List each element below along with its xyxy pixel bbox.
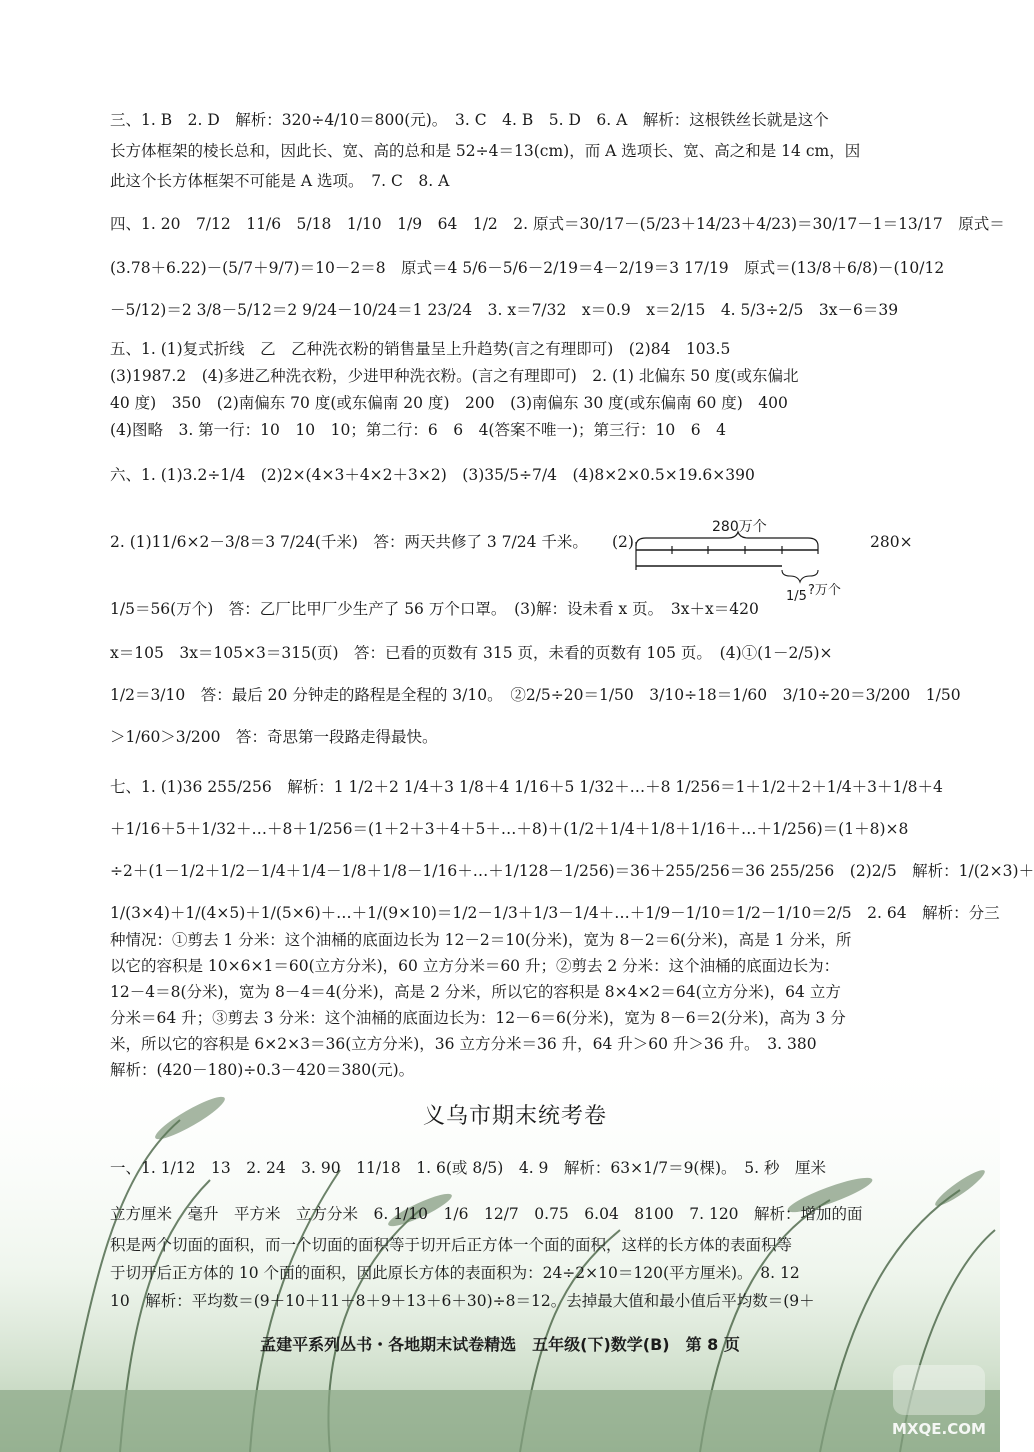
- diagram-top-label: 280万个: [712, 519, 767, 535]
- diagram-question-label: ?万个: [808, 583, 841, 598]
- text-line: 米，所以它的容积是 6×2×3＝36(立方分米)，36 立方分米＝36 升，64 升＞60 升＞36 升。 3. 380: [110, 1035, 817, 1053]
- text-line: 七、1. (1)36 255/256 解析：1 1/2＋2 1/4＋3 1/8＋4 1/16＋5 1/32＋…＋8 1/256＝1＋1/2＋2＋1/4＋3＋1/8＋4: [110, 778, 943, 796]
- text-line: 1/2＝3/10 答：最后 20 分钟走的路程是全程的 3/10。 ②2/5÷20＝1/50 3/10÷18＝1/60 3/10÷20＝3/200 1/50: [110, 686, 961, 704]
- text-line: 以它的容积是 10×6×1＝60(立方分米)，60 立方分米＝60 升；②剪去 2 分米：这个油桶的底面边长为：: [110, 957, 840, 975]
- text-line: (4)图略 3. 第一行：10 10 10；第二行：6 6 4(答案不唯一)；第三行：10 6 4: [110, 421, 726, 439]
- text-line: ＞1/60＞3/200 答：奇思第一段路走得最快。: [110, 728, 438, 746]
- text-line: ＋1/16＋5＋1/32＋…＋8＋1/256＝(1＋2＋3＋4＋5＋…＋8)＋(1/2＋1/4＋1/8＋1/16＋…＋1/256)＝(1＋8)×8: [110, 820, 909, 838]
- text-line: 解析：(420－180)÷0.3－420＝380(元)。: [110, 1061, 415, 1079]
- diagram-small-brace: [782, 570, 818, 582]
- watermark-logo: [888, 1362, 990, 1440]
- text-line: 2. (1)11/6×2－3/8＝3 7/24(千米) 答：两天共修了 3 7/24 千米。: [110, 533, 588, 551]
- text-line: (2): [612, 533, 634, 551]
- page-footer: 孟建平系列丛书・各地期末试卷精选 五年级(下)数学(B) 第 8 页: [260, 1335, 740, 1354]
- text-line: 于切开后正方体的 10 个面的面积，因此原长方体的表面积为：24÷2×10＝120(平方厘米)。 8. 12: [110, 1264, 800, 1282]
- text-line: 10 解析：平均数＝(9＋10＋11＋8＋9＋13＋6＋30)÷8＝12。去掉最大值和最小值后平均数＝(9＋: [110, 1292, 815, 1310]
- text-line: 六、1. (1)3.2÷1/4 (2)2×(4×3＋4×2＋3×2) (3)35/5÷7/4 (4)8×2×0.5×19.6×390: [110, 466, 755, 484]
- text-line: 立方厘米 毫升 平方米 立方分米 6. 1/10 1/6 12/7 0.75 6.04 8100 7. 120 解析：增加的面: [110, 1205, 863, 1223]
- text-line: 种情况：①剪去 1 分米：这个油桶的底面边长为 12－2＝10(分米)，宽为 8－2＝6(分米)，高是 1 分米，所: [110, 931, 852, 949]
- text-line: 此这个长方体框架不可能是 A 选项。 7. C 8. A: [110, 172, 450, 190]
- diagram-fraction-label: 1/5: [786, 589, 807, 604]
- text-line: 积是两个切面的面积，而一个切面的面积等于切开后正方体一个面的面积，这样的长方体的表面积等: [110, 1236, 793, 1254]
- text-line: 1/5＝56(万个) 答：乙厂比甲厂少生产了 56 万个口罩。 (3)解：设未看 x 页。 3x＋x＝420: [110, 600, 759, 618]
- text-line: 长方体框架的棱长总和，因此长、宽、高的总和是 52÷4＝13(cm)，而 A 选项长、宽、高之和是 14 cm，因: [110, 142, 861, 160]
- text-line: ÷2＋(1－1/2＋1/2－1/4＋1/4－1/8＋1/8－1/16＋…＋1/128－1/256)＝36＋255/256＝36 255/256 (2)2/5 解析：1/(2×3)＋: [110, 862, 1034, 880]
- text-line: 四、1. 20 7/12 11/6 5/18 1/10 1/9 64 1/2 2. 原式＝30/17－(5/23＋14/23＋4/23)＝30/17－1＝13/17 原式＝: [110, 215, 1005, 233]
- text-line: 五、1. (1)复式折线 乙 乙种洗衣粉的销售量呈上升趋势(言之有理即可) (2)84 103.5: [110, 340, 731, 358]
- text-line: 三、1. B 2. D 解析：320÷4/10＝800(元)。 3. C 4. B 5. D 6. A 解析：这根铁丝长就是这个: [110, 111, 829, 129]
- watermark-text: MXQE.COM: [892, 1420, 986, 1438]
- text-line: (3.78＋6.22)－(5/7＋9/7)＝10－2＝8 原式＝4 5/6－5/6－2/19＝4－2/19＝3 17/19 原式＝(13/8＋6/8)－(10/12: [110, 259, 945, 277]
- text-line: 一、1. 1/12 13 2. 24 3. 90 11/18 1. 6(或 8/5) 4. 9 解析：63×1/7＝9(棵)。 5. 秒 厘米: [110, 1159, 826, 1177]
- text-line: x＝105 3x＝105×3＝315(页) 答：已看的页数有 315 页，未看的页数有 105 页。 (4)①(1－2/5)×: [110, 644, 833, 662]
- section-title: 义乌市期末统考卷: [422, 1104, 607, 1129]
- text-line: －5/12)＝2 3/8－5/12＝2 9/24－10/24＝1 23/24 3. x＝7/32 x＝0.9 x＝2/15 4. 5/3÷2/5 3x－6＝39: [110, 301, 899, 319]
- text-line: 分米＝64 升；③剪去 3 分米：这个油桶的底面边长为：12－6＝6(分米)，宽为 8－6＝2(分米)，高为 3 分: [110, 1009, 846, 1027]
- text-line: (3)1987.2 (4)多进乙种洗衣粉，少进甲种洗衣粉。(言之有理即可) 2. (1) 北偏东 50 度(或东偏北: [110, 367, 799, 385]
- answer-content: [110, 108, 1034, 1312]
- text-line: 40 度) 350 (2)南偏东 70 度(或东偏南 20 度) 200 (3)南偏东 30 度(或东偏南 60 度) 400: [110, 394, 788, 412]
- text-line: 1/(3×4)＋1/(4×5)＋1/(5×6)＋…＋1/(9×10)＝1/2－1/3＋1/3－1/4＋…＋1/9－1/10＝1/2－1/10＝2/5 2. 64 解析：分三: [110, 904, 1000, 922]
- text-line: 280×: [870, 533, 913, 551]
- segment-diagram: [632, 518, 857, 608]
- text-line: 12－4＝8(分米)，宽为 8－4＝4(分米)，高是 2 分米，所以它的容积是 8×4×2＝64(立方分米)，64 立方: [110, 983, 841, 1001]
